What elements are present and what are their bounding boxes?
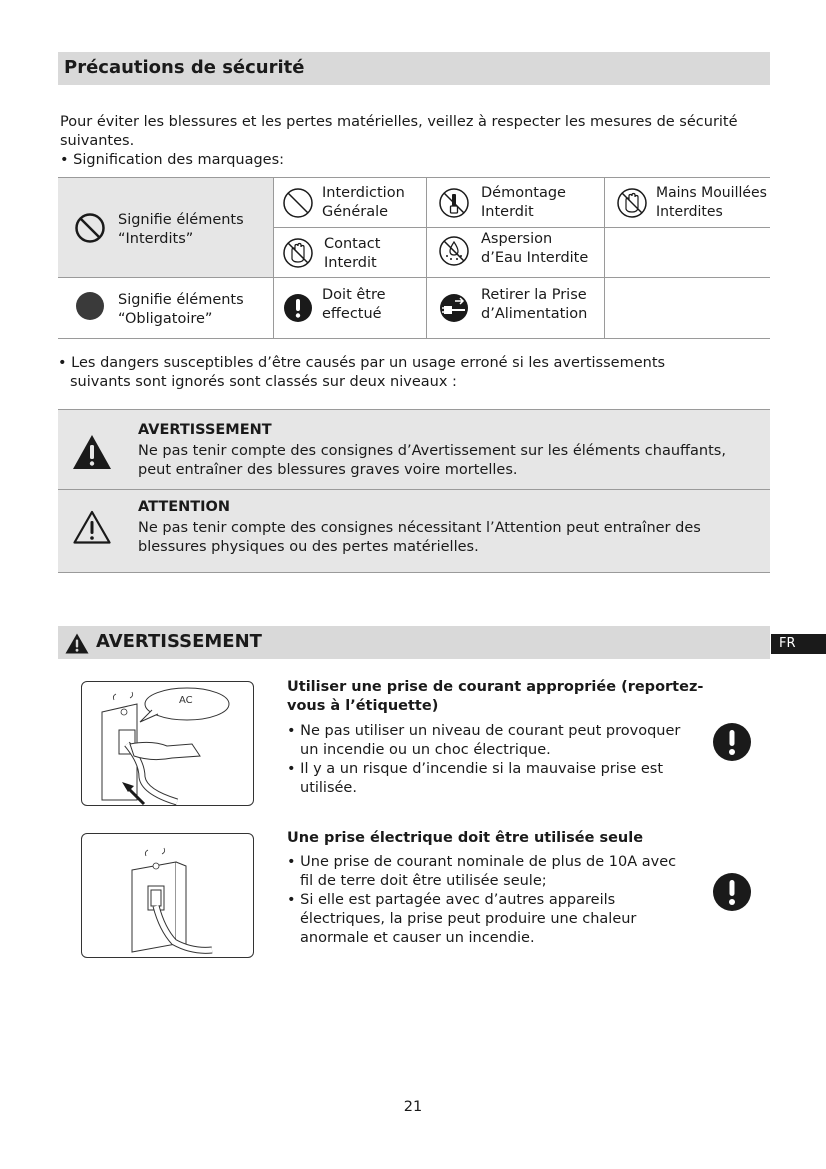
no-water-spray-icon — [438, 235, 470, 267]
no-disassembly-icon — [438, 187, 470, 219]
list-item: • Si elle est partagée avec d’autres appareils électriques, la prise peut produire une chaleur anormale et causer un incendie. — [287, 891, 687, 948]
general-prohibition-label: Interdiction Générale — [322, 185, 405, 220]
single-plug-illustration — [82, 834, 253, 957]
no-contact-label: Contact Interdit — [324, 236, 381, 271]
plug-illustration — [82, 682, 253, 805]
intro-text — [60, 113, 760, 170]
marks-table — [58, 177, 770, 339]
language-tab: FR — [771, 634, 826, 654]
warning-title: AVERTISSEMENT — [138, 422, 272, 438]
item-bullets — [287, 853, 687, 948]
outlet-illustration — [81, 833, 254, 958]
list-item: • Il y a un risque d’incendie si la mauvaise prise est utilisée. — [287, 760, 687, 798]
list-item: • Une prise de courant nominale de plus de 10A avec fil de terre doit être utilisée seule; — [287, 853, 687, 891]
warning-triangle-icon — [72, 434, 112, 470]
section-title: AVERTISSEMENT — [96, 631, 262, 652]
item-bullets — [287, 722, 687, 798]
no-wet-hands-label: Mains Mouillées Interdites — [656, 185, 767, 220]
intro-line: Pour éviter les blessures et les pertes matérielles, veillez à respecter les mesures de sécurité suivantes. — [60, 114, 738, 149]
warning-triangle-icon — [65, 633, 89, 654]
warning-body: Ne pas tenir compte des consignes d’Avertissement sur les éléments chauffants, peut entraîner des blessures graves voire mortelles. — [138, 443, 726, 478]
unplug-label: Retirer la Prise d’Alimentation — [481, 287, 588, 322]
exclamation-icon — [712, 722, 752, 762]
section-bar — [58, 626, 770, 659]
prohibited-label: Signifie éléments “Interdits” — [118, 212, 244, 247]
unplug-icon — [439, 293, 469, 323]
outlet-illustration — [81, 681, 254, 806]
exclamation-icon — [283, 293, 313, 323]
no-water-spray-label: Aspersion d’Eau Interdite — [481, 231, 589, 266]
mandatory-action-label: Doit être effectué — [322, 287, 386, 322]
list-item: • Ne pas utiliser un niveau de courant peut provoquer un incendie ou un choc électrique. — [287, 722, 687, 760]
no-wet-hands-icon — [616, 187, 648, 219]
prohibited-icon — [74, 212, 106, 244]
header-bar — [58, 52, 770, 85]
hazard-levels-box — [58, 409, 770, 573]
mandatory-dot-icon — [74, 290, 106, 322]
item-title: Utiliser une prise de courant appropriée (reportez-vous à l’étiquette) — [287, 679, 704, 714]
intro-marks-line: • Signification des marquages: — [60, 152, 285, 168]
danger-levels-intro: • Les dangers susceptibles d’être causés par un usage erroné si les avertissements suivants sont ignorés sont classés sur deux niveaux : — [58, 355, 666, 390]
page-title: Précautions de sécurité — [64, 57, 305, 78]
page-number: 21 — [403, 1099, 423, 1115]
attention-body: Ne pas tenir compte des consignes nécessitant l’Attention peut entraîner des blessures physiques ou des pertes matérielles. — [138, 520, 701, 555]
attention-title: ATTENTION — [138, 499, 230, 515]
ac-label: AC — [179, 695, 193, 706]
caution-triangle-icon — [73, 510, 111, 544]
mandatory-label: Signifie éléments “Obligatoire” — [118, 292, 244, 327]
item-title: Une prise électrique doit être utilisée seule — [287, 830, 644, 846]
no-disassembly-label: Démontage Interdit — [481, 185, 566, 220]
no-symbol-icon — [282, 187, 314, 219]
no-contact-icon — [282, 237, 314, 269]
exclamation-icon — [712, 872, 752, 912]
